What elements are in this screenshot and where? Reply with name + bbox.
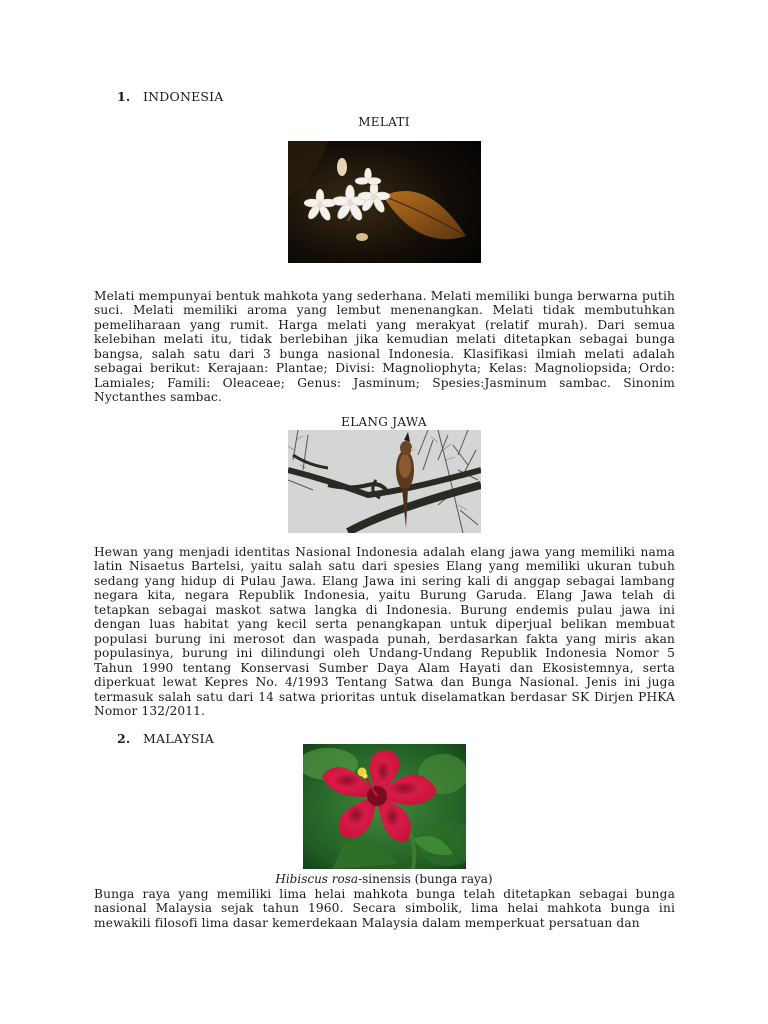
subtitle-elang-jawa: ELANG JAWA xyxy=(341,415,427,429)
paragraph-elang-jawa: Hewan yang menjadi identitas Nasional Indonesia adalah elang jawa yang memiliki nama latin Nisaetus Bartelsi, yaitu salah satu dari spesies Elang yang memiliki ukuran tubuh sedang yang hidup di Pulau Jawa. Elang Jawa ini sering kali di anggap sebagai lambang negara kita, negara Republik Indonesia, yaitu Burung Garuda. Elang Jawa telah di tetapkan sebagai maskot satwa langka di Indonesia. Burung endemis pulau jawa ini dengan luas habitat yang kecil serta penangkapan untuk diperjual belikan membuat populasi burung ini merosot dan waspada punah, berdasarkan fakta yang miris akan populasinya, burung ini dilindungi oleh Undang-Undang Republik Indonesia Nomor 5 Tahun 1990 tentang Konservasi Sumber Daya Alam Hayati dan Ekosistemnya, serta diperkuat lewat Kepres No. 4/1993 Tentang Satwa dan Bunga Nasional. Jenis ini juga termasuk salah satu dari 14 satwa prioritas untuk diselamatkan berdasar SK Dirjen PHKA Nomor 132/2011. xyxy=(94,545,675,718)
javan-hawk-eagle-photo xyxy=(288,430,481,533)
hibiscus-flower-photo xyxy=(303,744,466,869)
section-number: 2. xyxy=(117,731,131,746)
caption-common-name: -sinensis (bunga raya) xyxy=(358,872,493,886)
section-heading-malaysia xyxy=(117,731,214,746)
section-title: INDONESIA xyxy=(143,89,224,104)
subtitle-melati: MELATI xyxy=(358,115,410,129)
caption-scientific-name: Hibiscus rosa xyxy=(275,872,359,886)
paragraph-melati: Melati mempunyai bentuk mahkota yang sederhana. Melati memiliki bunga berwarna putih suci. Melati memiliki aroma yang lembut menenangkan. Melati tidak membutuhkan pemeliharaan yang rumit. Harga melati yang merakyat (relatif murah). Dari semua kelebihan melati itu, tidak berlebihan jika kemudian melati ditetapkan sebagai bunga bangsa, salah satu dari 3 bunga nasional Indonesia. Klasifikasi ilmiah melati adalah sebagai berikut: Kerajaan: Plantae; Divisi: Magnoliophyta; Kelas: Magnoliopsida; Ordo: Lamiales; Famili: Oleaceae; Genus: Jasminum; Spesies:Jasminum sambac. Sinonim Nyctanthes sambac. xyxy=(94,289,675,405)
section-number: 1. xyxy=(117,89,131,104)
section-title: MALAYSIA xyxy=(143,731,215,746)
hibiscus-caption xyxy=(0,872,768,886)
paragraph-bunga-raya: Bunga raya yang memiliki lima helai mahkota bunga telah ditetapkan sebagai bunga nasional Malaysia sejak tahun 1960. Secara simbolik, lima helai mahkota bunga ini mewakili filosofi lima dasar kemerdekaan Malaysia dalam memperkuat persatuan dan xyxy=(94,887,675,930)
jasmine-flower-photo xyxy=(288,141,481,263)
section-heading-indonesia xyxy=(117,89,224,104)
